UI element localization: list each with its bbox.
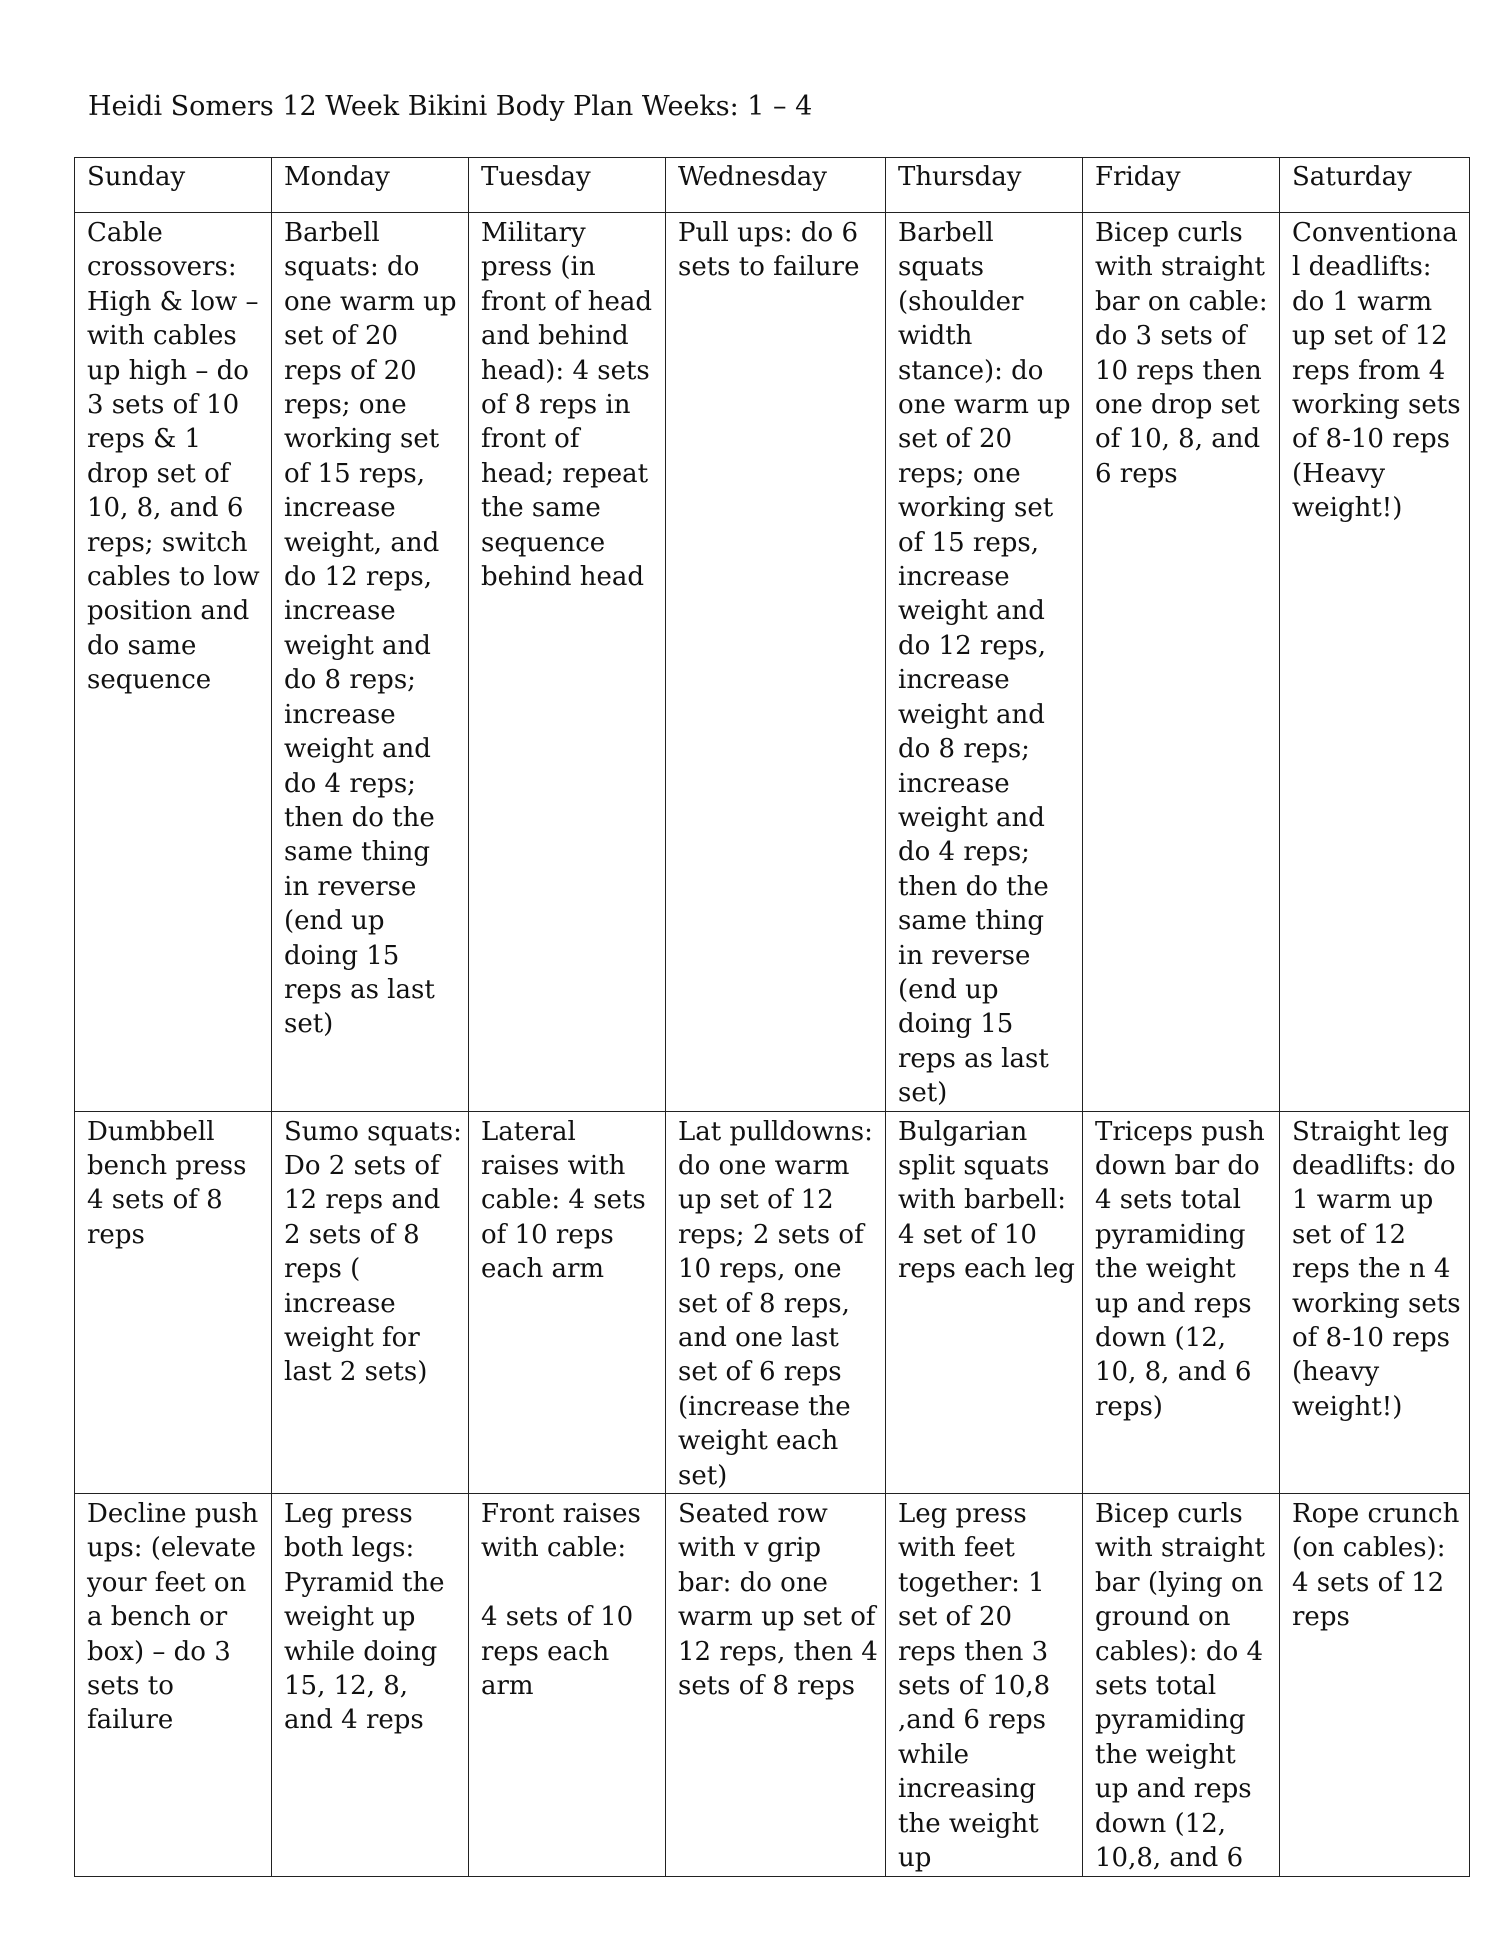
exercise-text: Seated row with v grip bar: do one warm up set of 12 reps, then 4 sets of 8 reps (678, 1499, 878, 1702)
exercise-text: Military press (in front of head and behind head): 4 sets of 8 reps in front of head; repeat the same sequence behind head (481, 218, 652, 593)
exercise-cell-friday (1083, 1494, 1280, 1876)
page-title: Heidi Somers 12 Week Bikini Body Plan Weeks: 1 – 4 (88, 91, 813, 122)
exercise-text: Bulgarian split squats with barbell: 4 set of 10 reps each leg (898, 1116, 1075, 1285)
exercise-cell-wednesday (666, 1111, 886, 1493)
exercise-cell-saturday (1280, 1111, 1470, 1493)
day-header-tuesday: Tuesday (469, 158, 666, 213)
exercise-text: Straight leg deadlifts: do 1 warm up set of 12 reps the n 4 working sets of 8-10 reps (heavy weight!) (1292, 1116, 1461, 1422)
exercise-text: Conventional deadlifts: do 1 warm up set of 12 reps from 4 working sets of 8-10 reps (Heavy weight!) (1292, 218, 1461, 524)
exercise-text: Barbell squats: do one warm up set of 20 reps of 20 reps; one working set of 15 reps, increase weight, and do 12 reps, increase weight and do 8 reps; increase weight and do 4 reps; then do the same thing in reverse (end up doing 15 reps as last set) (284, 218, 457, 1040)
exercise-cell-thursday (886, 213, 1083, 1112)
exercise-cell-sunday (75, 1494, 272, 1876)
exercise-cell-wednesday (666, 213, 886, 1112)
exercise-text: Lat pulldowns: do one warm up set of 12 reps; 2 sets of 10 reps, one set of 8 reps, and one last set of 6 reps (increase the weight each set) (678, 1116, 873, 1491)
exercise-cell-tuesday (469, 1111, 666, 1493)
exercise-text: Leg press both legs: Pyramid the weight up while doing 15, 12, 8, and 4 reps (284, 1499, 445, 1736)
exercise-text: Lateral raises with cable: 4 sets of 10 reps each arm (481, 1116, 646, 1285)
day-header-sunday: Sunday (75, 158, 272, 213)
table-row (75, 1494, 1470, 1876)
exercise-cell-saturday (1280, 1494, 1470, 1876)
exercise-cell-wednesday (666, 1494, 886, 1876)
workout-schedule-table (74, 157, 1470, 1877)
exercise-cell-tuesday (469, 1494, 666, 1876)
table-row (75, 213, 1470, 1112)
exercise-cell-friday (1083, 213, 1280, 1112)
exercise-cell-monday (272, 1111, 469, 1493)
exercise-cell-friday (1083, 1111, 1280, 1493)
exercise-text: Triceps push down bar do 4 sets total pyramiding the weight up and reps down (12, 10, 8, and 6 reps) (1095, 1116, 1265, 1422)
exercise-text: Front raises with cable: 4 sets of 10 reps each arm (481, 1499, 641, 1702)
exercise-text: Sumo squats: Do 2 sets of 12 reps and 2 sets of 8 reps ( increase weight for last 2 sets) (284, 1116, 462, 1388)
exercise-text: Bicep curls with straight bar (lying on ground on cables): do 4 sets total pyramiding the weight up and reps down (12, 10,8, and 6 (1095, 1499, 1265, 1874)
table-row (75, 1111, 1470, 1493)
exercise-text: Bicep curls with straight bar on cable: do 3 sets of 10 reps then one drop set of 10, 8, and 6 reps (1095, 218, 1268, 489)
day-header-thursday: Thursday (886, 158, 1083, 213)
day-header-friday: Friday (1083, 158, 1280, 213)
exercise-cell-monday (272, 1494, 469, 1876)
exercise-text: Decline push ups: (elevate your feet on a bench or box) – do 3 sets to failure (87, 1499, 259, 1736)
exercise-text: Barbell squats (shoulder width stance): do one warm up set of 20 reps; one working set of 15 reps, increase weight and do 12 reps, increase weight and do 8 reps; increase weight and do 4 reps; then do the same thing in reverse (end up doing 15 reps as last set) (898, 218, 1071, 1109)
header-row (75, 158, 1470, 213)
day-header-saturday: Saturday (1280, 158, 1470, 213)
exercise-text: Dumbbell bench press 4 sets of 8 reps (87, 1116, 247, 1250)
exercise-cell-thursday (886, 1494, 1083, 1876)
exercise-cell-tuesday (469, 213, 666, 1112)
exercise-cell-thursday (886, 1111, 1083, 1493)
exercise-text: Cable crossovers: High & low – with cables up high – do 3 sets of 10 reps & 1 drop set of 10, 8, and 6 reps; switch cables to low position and do same sequence (87, 218, 260, 696)
exercise-cell-sunday (75, 1111, 272, 1493)
exercise-cell-monday (272, 213, 469, 1112)
exercise-text: Pull ups: do 6 sets to failure (678, 218, 860, 283)
exercise-cell-saturday (1280, 213, 1470, 1112)
day-header-monday: Monday (272, 158, 469, 213)
exercise-text: Leg press with feet together: 1 set of 20 reps then 3 sets of 10,8 ,and 6 reps while increasing the weight up (898, 1499, 1051, 1874)
exercise-text: Rope crunch (on cables): 4 sets of 12 reps (1292, 1499, 1460, 1633)
exercise-cell-sunday (75, 213, 272, 1112)
day-header-wednesday: Wednesday (666, 158, 886, 213)
